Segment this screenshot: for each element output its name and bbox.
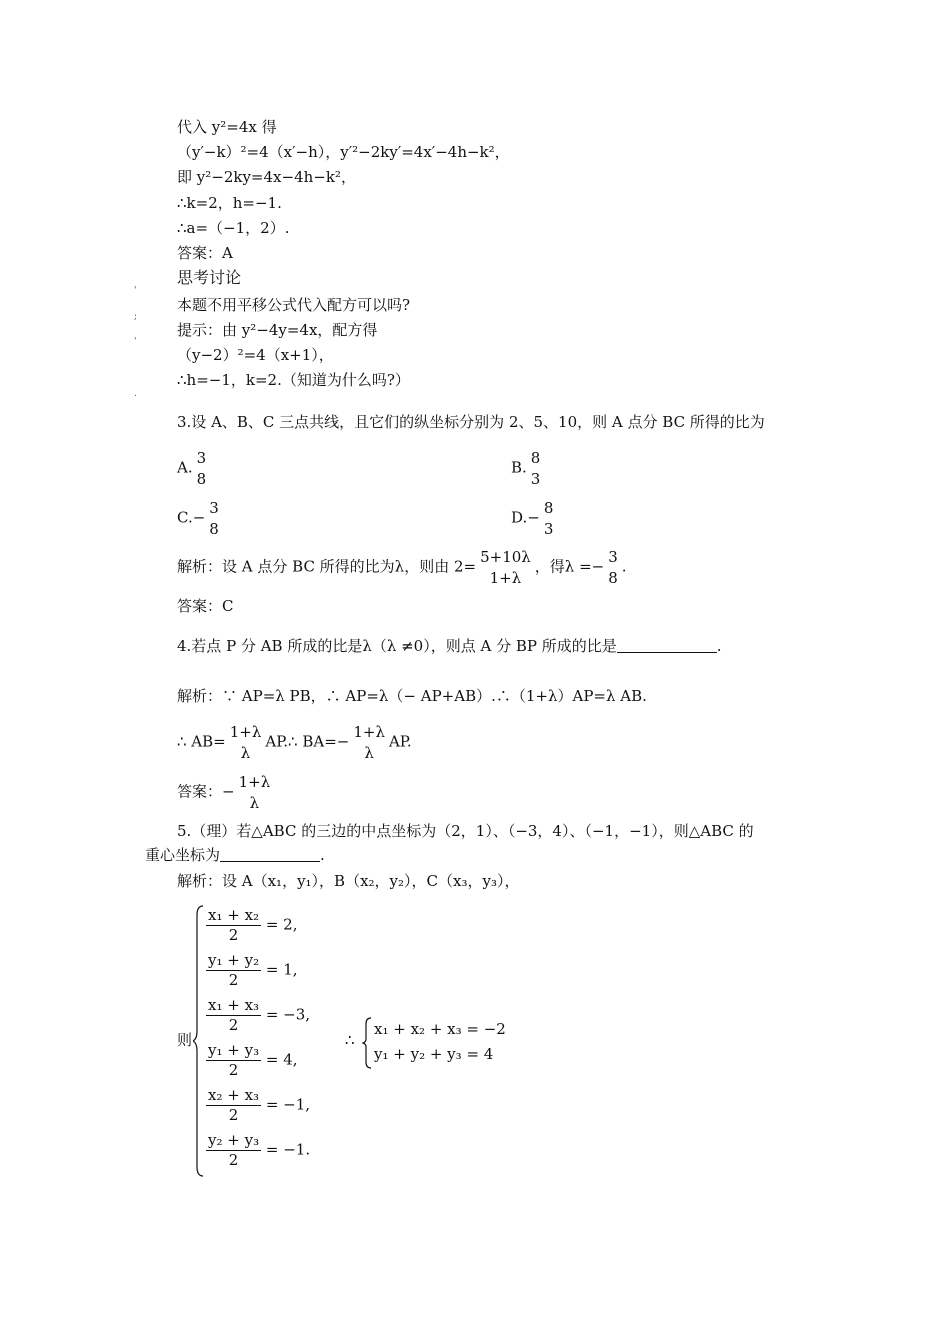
- margin-mark: .: [134, 389, 137, 399]
- therefore-symbol: ∴: [345, 1031, 355, 1049]
- question-3-solution: 解析：设 A 点分 BC 所得的比为λ，则由 2= $\frac{5+10\lambda}{1+\lambda}$ ，得λ =− $\frac{3}{8}$ .: [177, 548, 627, 587]
- equation-row: $\frac{\text{x₁ + x₃}}{2}$ = −3,: [208, 996, 311, 1034]
- option-d: D.− $\frac{8}{3}$: [511, 499, 554, 538]
- text-line: （y′−k）²=4（x′−h），y′²−2ky′=4x′−4h−k²，: [177, 143, 510, 161]
- equation-row: $\frac{\text{y₁ + y₂}}{2}$ = 1,: [208, 951, 298, 989]
- result-brace: [362, 1017, 372, 1069]
- text-line: ∴a=（−1，2）.: [177, 219, 290, 237]
- option-a: A. $\frac{3}{8}$: [177, 449, 207, 488]
- option-c: C.− $\frac{3}{8}$: [177, 499, 219, 538]
- question-3-answer: 答案：C: [177, 597, 234, 615]
- text-line: ∴k=2，h=−1.: [177, 194, 282, 212]
- text-line: （y−2）²=4（x+1），: [177, 346, 334, 364]
- margin-mark: ': [134, 337, 137, 347]
- answer-blank[interactable]: [617, 638, 717, 653]
- question-4-solution-2: ∴ AB= $\frac{1+\lambda}{\lambda}$ AP.∴ BA=− $\frac{1+\lambda}{\lambda}$ AP.: [177, 723, 412, 762]
- then-label: 则: [177, 1031, 193, 1049]
- question-3-stem: 3.设 A、B、C 三点共线，且它们的纵坐标分别为 2、5、10，则 A 点分 BC 所得的比为: [177, 413, 765, 431]
- equation-row: $\frac{\text{y₂ + y₃}}{2}$ = −1.: [208, 1131, 311, 1169]
- question-5-stem: 5.（理）若△ABC 的三边的中点坐标为（2，1）、（−3，4）、（−1，−1），则△ABC 的: [177, 822, 754, 840]
- section-heading: 思考讨论: [177, 268, 242, 287]
- question-4-solution-1: 解析：∵ AP=λ PB，∴ AP=λ（− AP+AB）.∴（1+λ）AP=λ AB.: [177, 687, 647, 705]
- option-b: B. $\frac{8}{3}$: [511, 449, 541, 488]
- question-4-answer: 答案：− $\frac{1+\lambda}{\lambda}$: [177, 773, 271, 812]
- question-5-stem-cont: 重心坐标为 .: [145, 846, 325, 864]
- answer-line: 答案：A: [177, 244, 233, 262]
- equation-row: $\frac{\text{x₁ + x₂}}{2}$ = 2,: [208, 906, 298, 944]
- margin-mark: ': [134, 286, 137, 296]
- text-line: 提示：由 y²−4y=4x，配方得: [177, 321, 378, 339]
- equation-row: $\frac{\text{y₁ + y₃}}{2}$ = 4,: [208, 1041, 298, 1079]
- left-brace: [193, 905, 205, 1177]
- text-line: 即 y²−2ky=4x−4h−k²，: [177, 168, 356, 186]
- margin-mark: ;: [134, 312, 138, 322]
- text-line: ∴h=−1，k=2.（知道为什么吗?）: [177, 371, 410, 389]
- question-5-solution: 解析：设 A（x₁，y₁），B（x₂，y₂），C（x₃，y₃），: [177, 872, 520, 890]
- answer-blank[interactable]: [220, 847, 320, 862]
- result-row: x₁ + x₂ + x₃ = −2: [374, 1020, 506, 1038]
- question-4-stem: 4.若点 P 分 AB 所成的比是λ（λ ≠0），则点 A 分 BP 所成的比是 .: [177, 637, 722, 655]
- text-line: 代入 y²=4x 得: [177, 118, 277, 136]
- equation-row: $\frac{\text{x₂ + x₃}}{2}$ = −1,: [208, 1086, 311, 1124]
- result-row: y₁ + y₂ + y₃ = 4: [374, 1045, 494, 1063]
- text-line: 本题不用平移公式代入配方可以吗?: [177, 296, 411, 314]
